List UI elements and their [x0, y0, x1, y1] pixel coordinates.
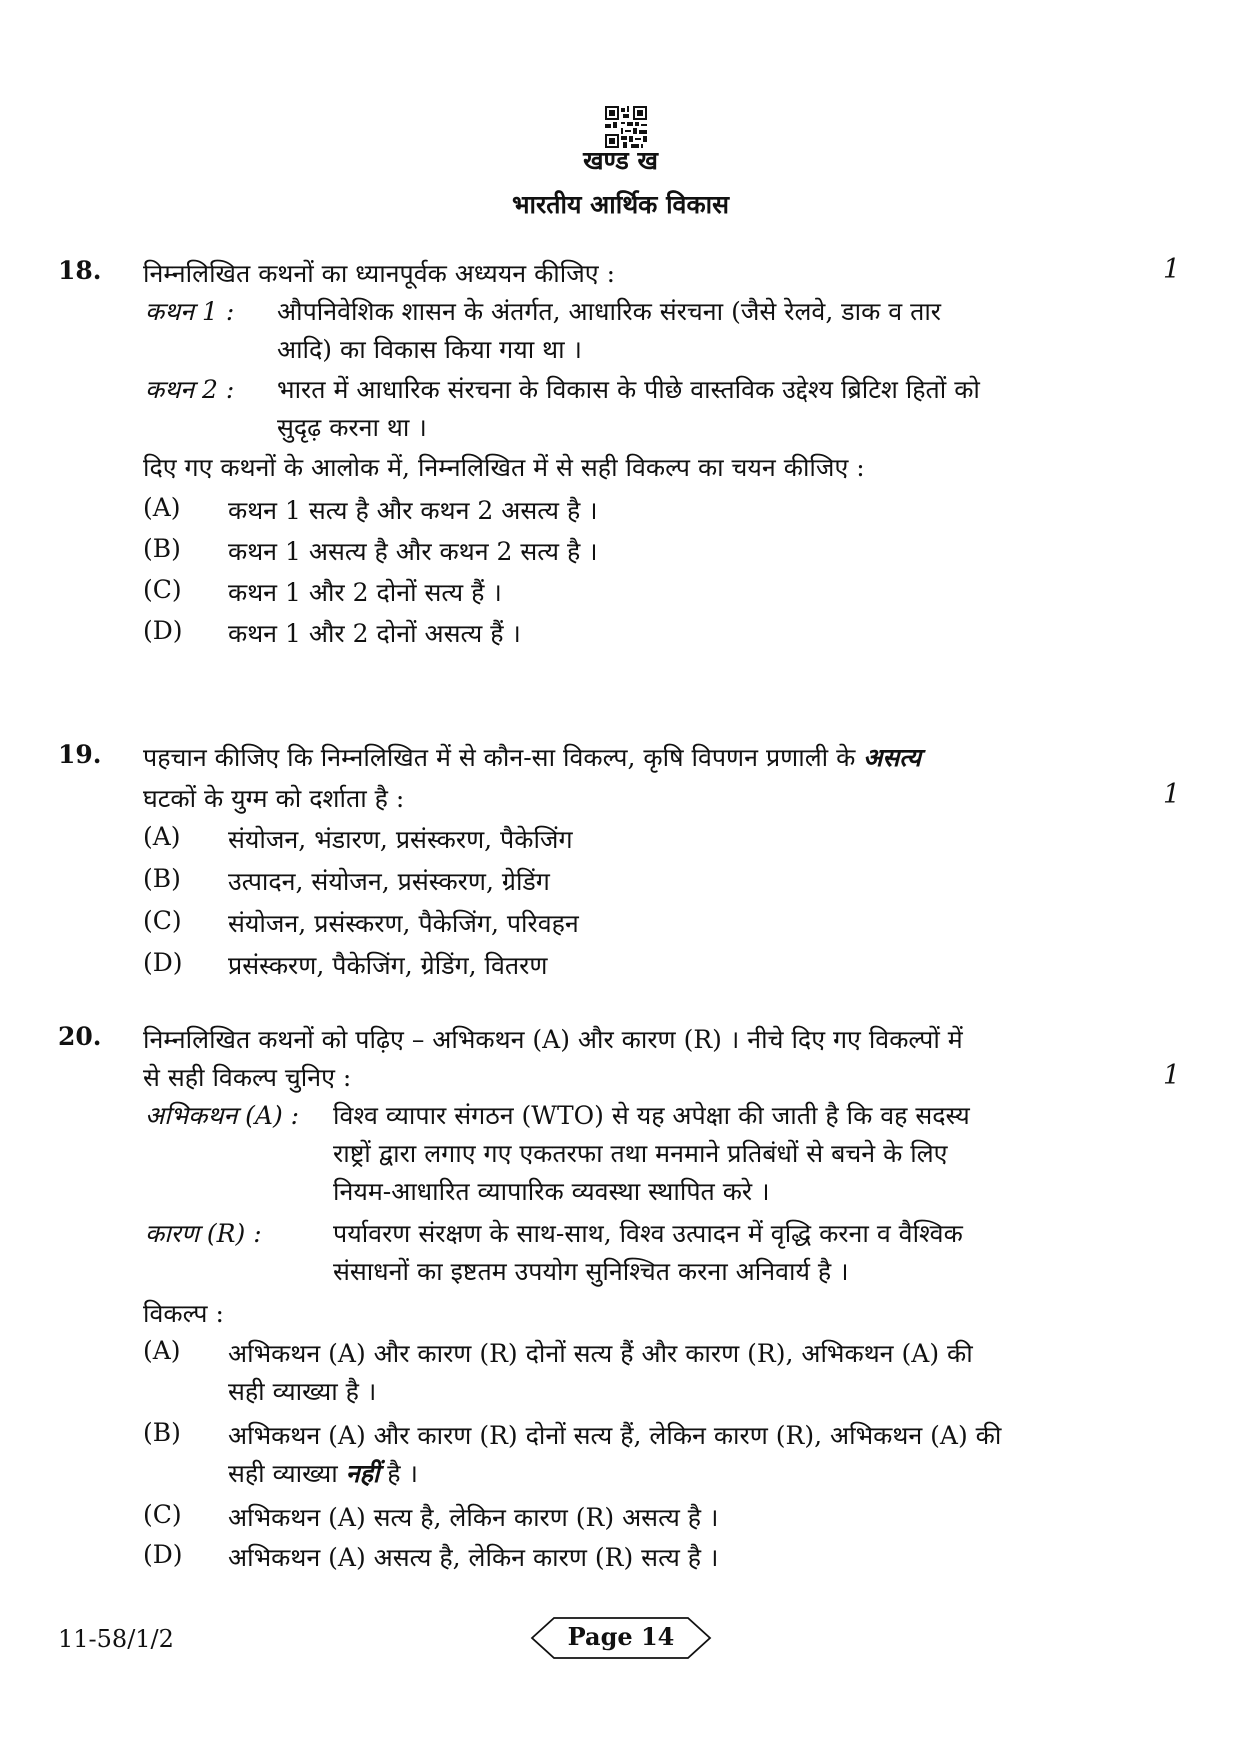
option-text: संयोजन, भंडारण, प्रसंस्करण, पैकेजिंग: [228, 825, 573, 854]
question-text-cont: से सही विकल्प चुनिए :: [143, 1063, 352, 1092]
statement-2-text-cont: सुदृढ़ करना था ।: [277, 413, 427, 442]
option-text-cont: [228, 1456, 418, 1490]
section-heading: खण्ड ख: [583, 146, 658, 175]
option-text: कथन 1 असत्य है और कथन 2 सत्य है ।: [228, 537, 598, 566]
option-text: अभिकथन (A) और कारण (R) दोनों सत्य हैं, लेकिन कारण (R), अभिकथन (A) की: [228, 1421, 1002, 1450]
assertion-label: अभिकथन (A) :: [145, 1101, 300, 1130]
statement-1-text: औपनिवेशिक शासन के अंतर्गत, आधारिक संरचना (जैसे रेलवे, डाक व तार: [277, 297, 942, 326]
question-number: 19.: [58, 740, 102, 769]
option-text: अभिकथन (A) असत्य है, लेकिन कारण (R) सत्य है ।: [228, 1543, 719, 1572]
option-label: (B): [143, 1418, 181, 1447]
option-label: (C): [143, 1500, 182, 1529]
question-number: 20.: [58, 1022, 102, 1051]
option-text-post: है ।: [387, 1459, 418, 1488]
option-text: उत्पादन, संयोजन, प्रसंस्करण, ग्रेडिंग: [228, 867, 550, 896]
option-label: (A): [143, 822, 181, 851]
option-text: संयोजन, प्रसंस्करण, पैकेजिंग, परिवहन: [228, 909, 579, 938]
option-label: (A): [143, 1336, 181, 1365]
option-text: कथन 1 और 2 दोनों सत्य हैं ।: [228, 578, 502, 607]
question-text-cont: घटकों के युग्म को दर्शाता है :: [143, 784, 405, 813]
options-heading: विकल्प :: [143, 1299, 224, 1328]
assertion-text-cont: राष्ट्रों द्वारा लगाए गए एकतरफा तथा मनमाने प्रतिबंधों से बचने के लिए: [333, 1139, 948, 1168]
option-label: (C): [143, 906, 182, 935]
subject-heading: भारतीय आर्थिक विकास: [511, 190, 730, 219]
option-label: (D): [143, 948, 183, 977]
question-number: 18.: [58, 256, 102, 285]
question-text: निम्नलिखित कथनों को पढ़िए – अभिकथन (A) और कारण (R) । नीचे दिए गए विकल्पों में: [143, 1025, 963, 1054]
option-text: अभिकथन (A) और कारण (R) दोनों सत्य हैं और कारण (R), अभिकथन (A) की: [228, 1339, 973, 1368]
option-text: प्रसंस्करण, पैकेजिंग, ग्रेडिंग, वितरण: [228, 951, 548, 980]
paper-code: 11-58/1/2: [58, 1625, 174, 1653]
marks: 1: [1163, 254, 1181, 285]
marks: 1: [1163, 1060, 1181, 1091]
instruction: दिए गए कथनों के आलोक में, निम्नलिखित में से सही विकल्प का चयन कीजिए :: [143, 453, 865, 482]
reason-label: कारण (R) :: [145, 1219, 262, 1248]
emphasis-word: नहीं: [345, 1459, 380, 1488]
option-label: (D): [143, 616, 183, 645]
assertion-text-cont: नियम-आधारित व्यापारिक व्यवस्था स्थापित करे ।: [333, 1177, 770, 1206]
statement-1-label: कथन 1 :: [145, 297, 235, 326]
page-number: Page 14: [567, 1622, 675, 1651]
assertion-text: विश्व व्यापार संगठन (WTO) से यह अपेक्षा की जाती है कि वह सदस्य: [333, 1101, 970, 1130]
statement-2-text: भारत में आधारिक संरचना के विकास के पीछे वास्तविक उद्देश्य ब्रिटिश हितों को: [277, 375, 980, 404]
statement-1-text-cont: आदि) का विकास किया गया था ।: [277, 335, 582, 364]
marks: 1: [1163, 779, 1181, 810]
question-text: [143, 740, 921, 774]
emphasis-word: असत्य: [863, 743, 922, 772]
question-intro: निम्नलिखित कथनों का ध्यानपूर्वक अध्ययन कीजिए :: [143, 259, 616, 288]
reason-text-cont: संसाधनों का इष्टतम उपयोग सुनिश्चित करना अनिवार्य है ।: [333, 1257, 849, 1286]
option-text-pre: सही व्याख्या: [228, 1459, 338, 1488]
question-text-main: पहचान कीजिए कि निम्नलिखित में से कौन-सा विकल्प, कृषि विपणन प्रणाली के: [143, 743, 856, 772]
reason-text: पर्यावरण संरक्षण के साथ-साथ, विश्व उत्पादन में वृद्धि करना व वैश्विक: [333, 1219, 963, 1248]
option-text: अभिकथन (A) सत्य है, लेकिन कारण (R) असत्य है ।: [228, 1503, 719, 1532]
option-label: (C): [143, 575, 182, 604]
option-text: कथन 1 सत्य है और कथन 2 असत्य है ।: [228, 496, 598, 525]
option-label: (B): [143, 864, 181, 893]
statement-2-label: कथन 2 :: [145, 375, 235, 404]
option-text-cont: सही व्याख्या है ।: [228, 1377, 377, 1406]
qr-code-icon: [605, 106, 647, 148]
option-text: कथन 1 और 2 दोनों असत्य हैं ।: [228, 619, 521, 648]
option-label: (A): [143, 493, 181, 522]
option-label: (B): [143, 534, 181, 563]
option-label: (D): [143, 1540, 183, 1569]
